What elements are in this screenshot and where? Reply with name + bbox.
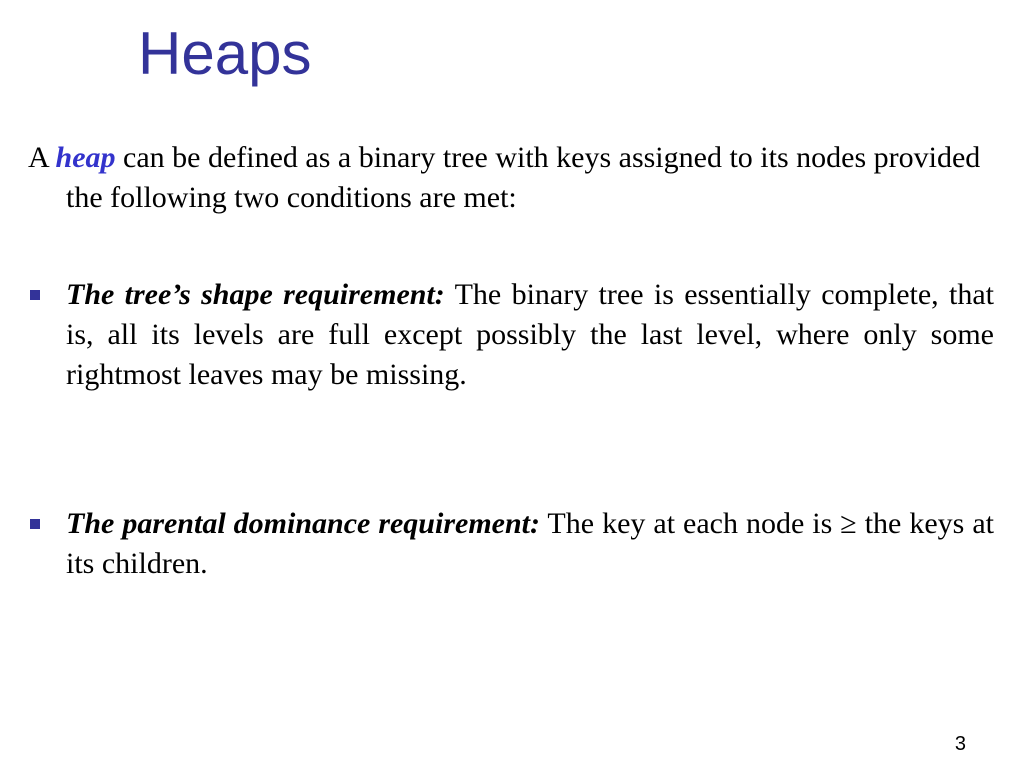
square-bullet-icon	[30, 290, 40, 300]
bullet-text: The key at each node is ≥ the keys at its children.	[66, 507, 995, 580]
bullet-text: The binary tree is essentially complete, that is, all its levels are full except possibly the last level, where only some rightmost leaves may be missing.	[66, 278, 994, 391]
intro-term-heap: heap	[55, 141, 116, 174]
bullet-shape-requirement	[28, 275, 994, 395]
page-number: 3	[954, 733, 966, 755]
slide-title: Heaps	[138, 20, 312, 87]
intro-paragraph	[28, 138, 994, 218]
bullet-term: The parental dominance requirement:	[66, 507, 540, 540]
intro-prefix: A	[28, 141, 56, 174]
bullet-term: The tree’s shape requirement:	[66, 278, 445, 311]
bullet-parental-dominance	[28, 504, 994, 584]
square-bullet-icon	[30, 519, 40, 529]
intro-text: can be defined as a binary tree with keys assigned to its nodes provided the following two conditions are met:	[66, 141, 981, 214]
